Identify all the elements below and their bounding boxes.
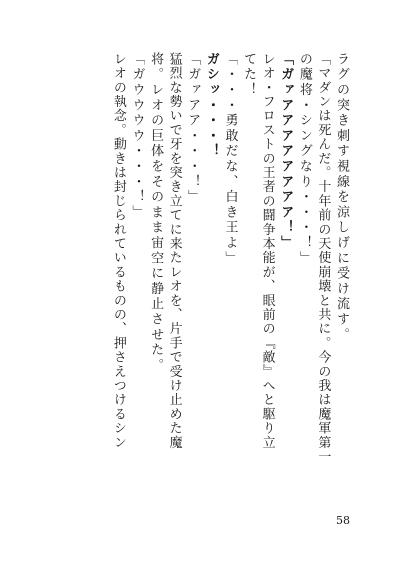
vertical-text-block	[108, 52, 350, 482]
text-line: 「マダンは死んだ。十年前の天使崩壊と共に。今の我は魔軍第一	[315, 52, 331, 464]
text-line: 「ガァアア・・・！」	[185, 52, 201, 205]
text-line: てた！	[241, 52, 257, 98]
text-line: の魔将・シングなり・・・！」	[296, 52, 312, 267]
text-line: 猛烈な勢いで牙を突き立てに来たレオを、片手で受け止めた魔	[166, 52, 182, 450]
text-line: レオ・フロストの王者の闘争本能が、眼前の『敵』へと駆り立	[259, 52, 275, 450]
text-line: レオの執念。動きは封じられているものの、押さえつけるシン	[110, 52, 126, 450]
page-number: 58	[336, 514, 350, 527]
text-line: 「・・・勇敢だな、白き王よ」	[222, 52, 238, 267]
text-line: 「ガウウウウ・・・！」	[129, 52, 145, 221]
text-line: 将。レオの巨体をそのまま宙空に静止させた。	[148, 52, 164, 374]
text-line: 「ガァアアアアアアアア！」	[278, 52, 294, 251]
text-line: ガシッ・・・！	[203, 52, 219, 160]
text-line: ラグの突き刺す視線を涼しげに受け流す。	[334, 52, 349, 343]
